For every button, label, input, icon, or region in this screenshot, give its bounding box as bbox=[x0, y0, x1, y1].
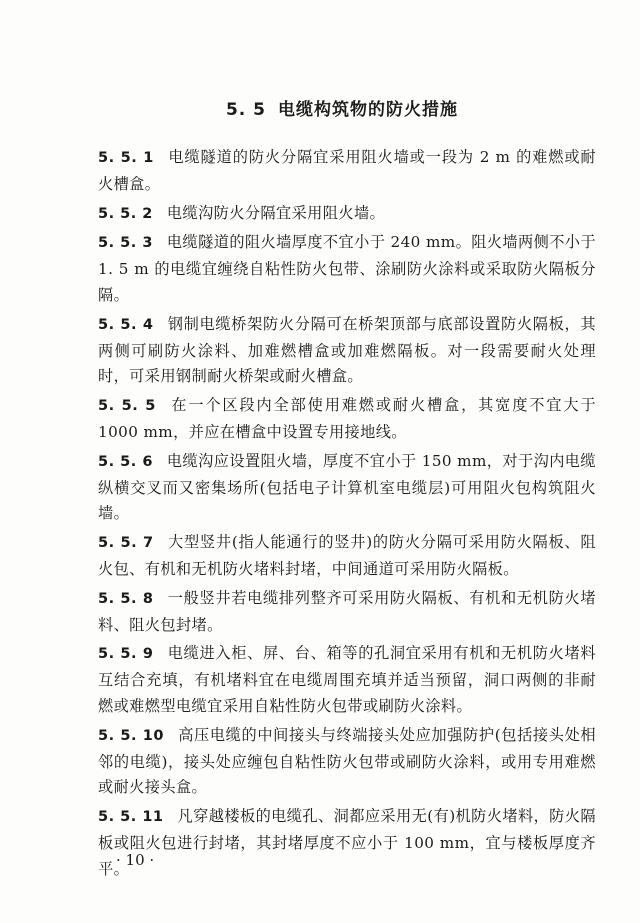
clause-text: 高压电缆的中间接头与终端接头处应加强防护(包括接头处相邻的电缆)，接头处应缠包自粘性防火包带或刷防火涂料，或用专用难燃或耐火接头盒。 bbox=[98, 725, 596, 797]
section-title bbox=[88, 98, 596, 122]
clause-number: 5. 5. 5 bbox=[98, 398, 156, 415]
clause-number: 5. 5. 4 bbox=[98, 316, 154, 333]
clause-text: 电缆沟应设置阻火墙，厚度不宜小于 150 mm，对于沟内电缆纵横交叉而又密集场所(包括电子计算机室电缆层)可用阻火包构筑阻火墙。 bbox=[98, 451, 596, 523]
clause-text: 在一个区段内全部使用难燃或耐火槽盒，其宽度不宜大于 1000 mm，并应在槽盒中设置专用接地线。 bbox=[98, 396, 597, 441]
page-number: · 10 · bbox=[116, 851, 155, 869]
clause-number: 5. 5. 10 bbox=[98, 727, 164, 744]
clause-5-5-4 bbox=[98, 312, 596, 390]
clause-list bbox=[98, 145, 596, 883]
clause-5-5-1 bbox=[98, 145, 596, 198]
clause-number: 5. 5. 6 bbox=[98, 453, 153, 470]
clause-number: 5. 5. 9 bbox=[98, 646, 154, 663]
clause-text: 电缆隧道的防火分隔宜采用阻火墙或一段为 2 m 的难燃或耐火槽盒。 bbox=[98, 148, 596, 193]
clause-text: 电缆隧道的阻火墙厚度不宜小于 240 mm。阻火墙两侧不小于 1. 5 m 的电缆宜缠绕自粘性防火包带、涂刷防火涂料或采取防火隔板分隔。 bbox=[98, 233, 596, 304]
clause-text: 电缆进入柜、屏、台、箱等的孔洞宜采用有机和无机防火堵料互结合充填，有机堵料宜在电缆周围充填并适当预留，洞口两侧的非耐燃或难燃型电缆宜采用自粘性防火包带或刷防火涂料。 bbox=[98, 644, 596, 715]
section-number: 5. 5 bbox=[225, 100, 267, 120]
clause-text: 钢制电缆桥架防火分隔可在桥架顶部与底部设置防火隔板，其两侧可刷防火涂料、加难燃槽盒或加难燃隔板。对一段需要耐火处理时，可采用钢制耐火桥架或耐火槽盒。 bbox=[98, 314, 596, 386]
clause-text: 大型竖井(指人能通行的竖井)的防火分隔可采用防火隔板、阻火包、有机和无机防火堵料封堵，中间通道可采用防火隔板。 bbox=[98, 533, 596, 578]
clause-text: 凡穿越楼板的电缆孔、洞都应采用无(有)机防火堵料，防火隔板或阻火包进行封堵，其封堵厚度不应小于 100 mm，宜与楼板厚度齐平。 bbox=[98, 807, 596, 878]
clause-number: 5. 5. 3 bbox=[98, 235, 153, 252]
clause-number: 5. 5. 1 bbox=[98, 150, 154, 166]
clause-number: 5. 5. 2 bbox=[98, 205, 153, 222]
clause-5-5-3 bbox=[98, 230, 596, 308]
clause-5-5-7 bbox=[98, 530, 596, 583]
clause-5-5-9 bbox=[98, 641, 596, 719]
clause-5-5-8 bbox=[98, 586, 596, 639]
clause-5-5-6 bbox=[98, 449, 596, 527]
clause-number: 5. 5. 7 bbox=[98, 535, 154, 552]
clause-text: 电缆沟防火分隔宜采用阻火墙。 bbox=[166, 203, 386, 222]
section-title-text: 电缆构筑物的防火措施 bbox=[278, 100, 459, 120]
clause-number: 5. 5. 8 bbox=[98, 590, 154, 607]
clause-5-5-10 bbox=[98, 723, 596, 801]
clause-text: 一般竖井若电缆排列整齐可采用防火隔板、有机和无机防火堵料、阻火包封堵。 bbox=[98, 588, 596, 634]
clause-5-5-2 bbox=[98, 201, 596, 228]
clause-number: 5. 5. 11 bbox=[98, 809, 164, 826]
clause-5-5-5 bbox=[98, 393, 596, 446]
clause-5-5-11 bbox=[98, 804, 596, 882]
